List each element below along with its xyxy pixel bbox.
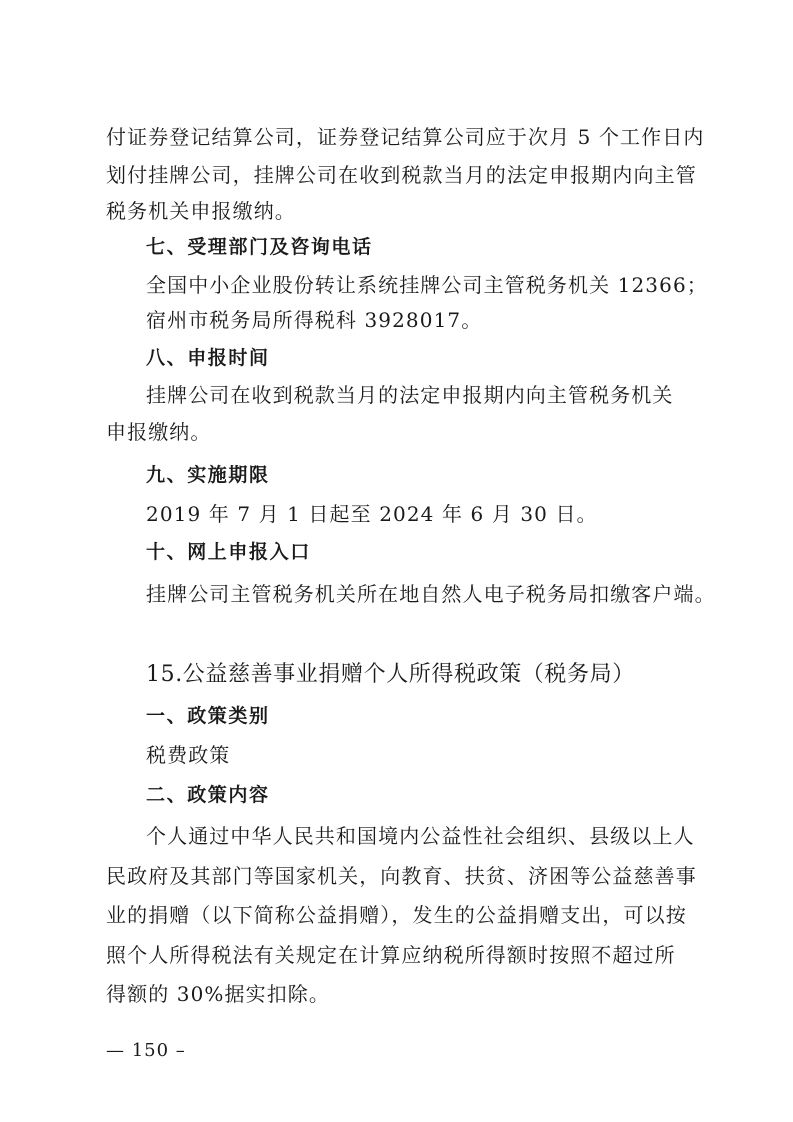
- section-title: 15.公益慈善事业捐赠个人所得税政策（税务局）: [146, 662, 635, 687]
- section-heading-9: 九、实施期限: [146, 464, 270, 486]
- section-heading-1: 一、政策类别: [146, 705, 270, 727]
- paragraph-line: 得额的 30%据实扣除。: [106, 982, 331, 1006]
- paragraph-line: 挂牌公司在收到税款当月的法定申报期内向主管税务机关: [146, 383, 674, 407]
- online-entry-line: 挂牌公司主管税务机关所在地自然人电子税务局扣缴客户端。: [146, 582, 716, 606]
- contact-line: 宿州市税务局所得税科 3928017。: [146, 308, 483, 332]
- paragraph-line: 申报缴纳。: [106, 420, 212, 444]
- category-line: 税费政策: [146, 743, 231, 767]
- contact-line: 全国中小企业股份转让系统挂牌公司主管税务机关 12366；: [146, 273, 708, 297]
- page-number: — 150 –: [106, 1040, 186, 1061]
- paragraph-line: 民政府及其部门等国家机关，向教育、扶贫、济困等公益慈善事: [106, 864, 697, 888]
- paragraph-line: 照个人所得税法有关规定在计算应纳税所得额时按照不超过所: [106, 943, 676, 967]
- section-heading-7: 七、受理部门及咨询电话: [146, 236, 373, 258]
- period-line: 2019 年 7 月 1 日起至 2024 年 6 月 30 日。: [146, 502, 598, 526]
- paragraph-line: 划付挂牌公司，挂牌公司在收到税款当月的法定申报期内向主管: [106, 163, 697, 187]
- section-heading-10: 十、网上申报入口: [146, 541, 311, 563]
- section-heading-8: 八、申报时间: [146, 347, 270, 369]
- paragraph-line: 税务机关申报缴纳。: [106, 199, 296, 223]
- paragraph-line: 付证券登记结算公司，证券登记结算公司应于次月 5 个工作日内: [106, 125, 705, 149]
- paragraph-line: 个人通过中华人民共和国境内公益性社会组织、县级以上人: [146, 824, 695, 848]
- section-heading-2: 二、政策内容: [146, 784, 270, 806]
- paragraph-line: 业的捐赠（以下简称公益捐赠），发生的公益捐赠支出，可以按: [106, 903, 687, 927]
